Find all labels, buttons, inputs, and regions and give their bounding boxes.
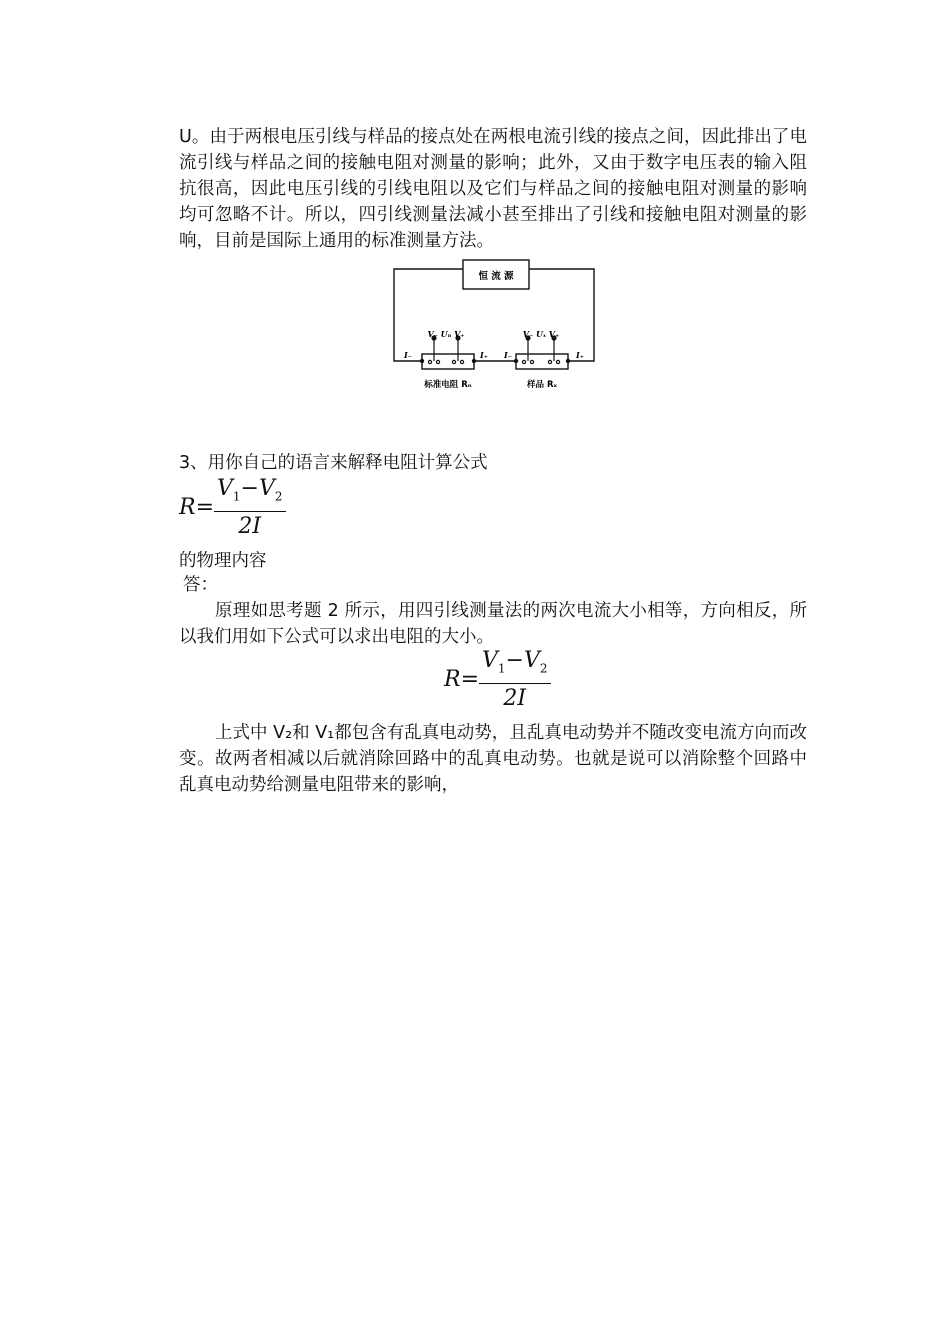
- loop-left-wire: [394, 269, 463, 361]
- answer-paragraph-2: 上式中 V₂和 V₁都包含有乱真电动势，且乱真电动势并不随改变电流方向而改变。故两者相减以后就消除回路中的乱真电动势。也就是说可以消除整个回路中乱真电动势给测量电阻带来的影响，: [179, 723, 807, 795]
- current-left-out-label: I₊: [480, 350, 488, 360]
- formula-denominator: 2I: [503, 686, 527, 712]
- question-title: 3、用你自己的语言来解释电阻计算公式: [179, 453, 488, 473]
- formula-fraction: [479, 646, 551, 714]
- formula-fraction: [214, 474, 286, 542]
- current-left-in-label: I₋: [404, 350, 412, 360]
- formula-numerator: $V_1-V_2$: [479, 646, 551, 684]
- formula-denominator: 2I: [238, 514, 262, 540]
- sample-caption: 样品 Rₓ: [526, 380, 558, 390]
- circuit-svg: [388, 258, 600, 398]
- standard-resistor-caption: 标准电阻 Rₙ: [424, 380, 472, 390]
- formula-lhs: R=: [444, 667, 479, 693]
- intro-paragraph: U。由于两根电压引线与样品的接点处在两根电流引线的接点之间，因此排出了电流引线与样品之间的接触电阻对测量的影响；此外，又由于数字电压表的输入阻抗很高，因此电压引线的引线电阻以及它们与样品之间的接触电阻对测量的影响均可忽略不计。所以，四引线测量法减小甚至排出了引线和接触电阻对测量的影响，目前是国际上通用的标准测量方法。: [179, 127, 807, 251]
- source-label: 恒 流 源: [478, 271, 514, 282]
- formula-question: [179, 474, 286, 542]
- question-suffix: 的物理内容: [179, 551, 267, 571]
- right-terminal-labels: V₋ Uₓ V₊: [522, 329, 560, 339]
- formula-numerator: $V_1-V_2$: [214, 474, 286, 512]
- current-right-in-label: I₋: [504, 350, 512, 360]
- answer-label: 答：: [183, 575, 218, 595]
- answer-paragraph-1: 原理如思考题 2 所示，用四引线测量法的两次电流大小相等，方向相反，所以我们用如下公式可以求出电阻的大小。: [179, 601, 807, 647]
- four-wire-circuit-diagram: [388, 258, 600, 398]
- formula-answer: [444, 646, 551, 714]
- loop-right-wire: [529, 269, 594, 361]
- current-right-out-label: I₊: [576, 350, 584, 360]
- left-terminal-labels: V₋ Uₙ V₊: [427, 329, 465, 339]
- formula-lhs: R=: [179, 495, 214, 521]
